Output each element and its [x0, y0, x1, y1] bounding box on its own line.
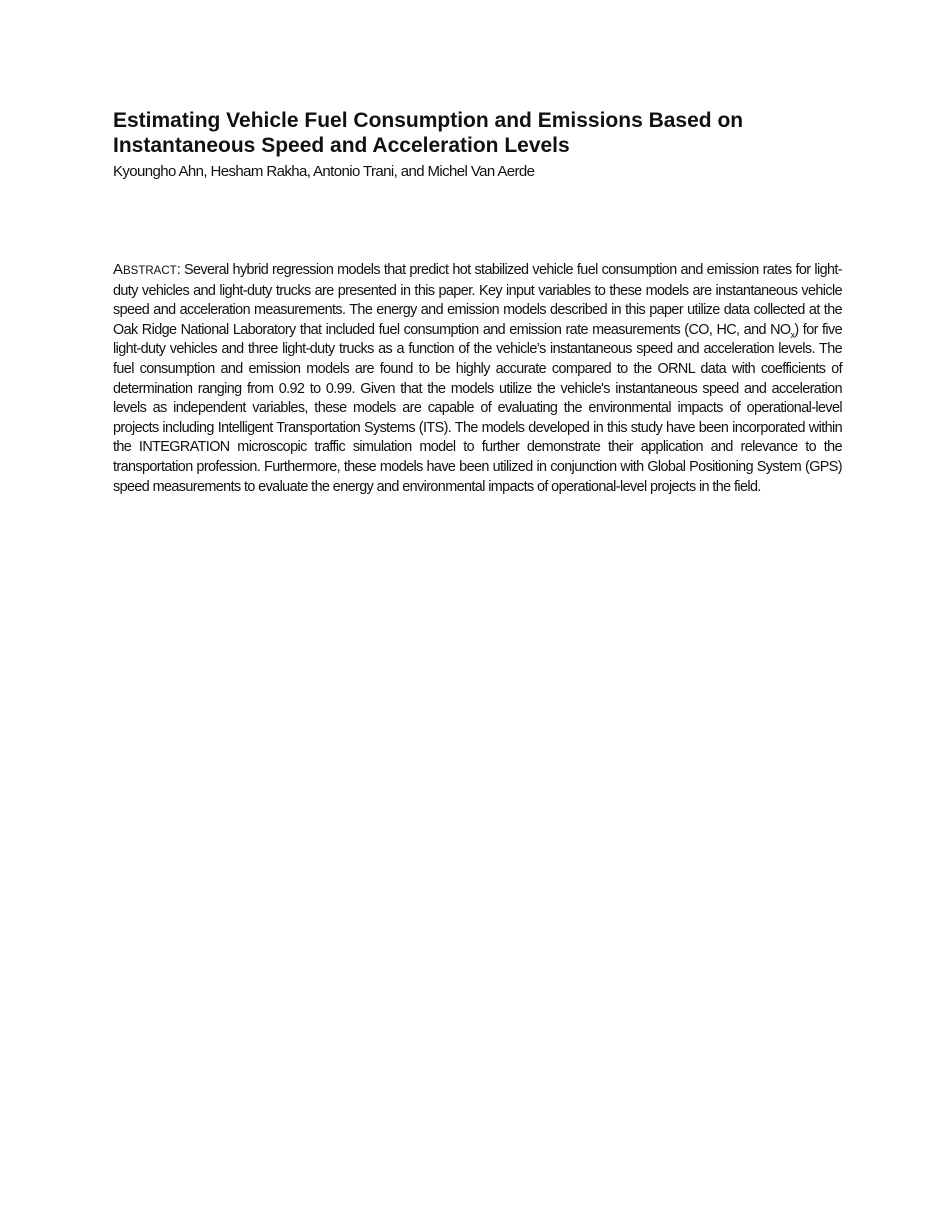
abstract-text-part1: Several hybrid regression models that predict hot stabilized vehicle fuel consumption and emission rates for light-duty vehicles and light-duty trucks are presented in this paper. Key input variables to these models are instantaneous vehicle speed and acceleration measurements. The energy and emission models described in this paper utilize data collected at the Oak Ridge National Laboratory that included fuel consumption and emission rate measurements (CO, HC, and NO — [113, 262, 842, 338]
abstract-label — [113, 262, 177, 278]
abstract-label-rest: BSTRACT — [123, 265, 177, 277]
nox-subscript: x — [790, 329, 795, 340]
abstract-label-colon: : — [176, 262, 181, 278]
abstract-paragraph — [113, 260, 842, 497]
abstract-label-initial: A — [113, 261, 124, 278]
author-list: Kyoungho Ahn, Hesham Rakha, Antonio Trani, and Michel Van Aerde — [113, 163, 535, 180]
paper-page — [113, 108, 842, 512]
paper-title: Estimating Vehicle Fuel Consumption and Emissions Based on Instantaneous Speed and Acceleration Levels — [113, 109, 744, 157]
abstract-text-part2: ) for five light-duty vehicles and three light-duty trucks as a function of the vehicle’s instantaneous speed and acceleration levels. The fuel consumption and emission models are found to be highly accurate compared to the ORNL data with coefficients of determination ranging from 0.92 to 0.99. Given that the models utilize the vehicle's instantaneous speed and acceleration levels as independent variables, these models are capable of evaluating the environmental impacts of operational-level projects including Intelligent Transportation Systems (ITS). The models developed in this study have been incorporated within the INTEGRATION microscopic traffic simulation model to further demonstrate their application and relevance to the transportation profession. Furthermore, these models have been utilized in conjunction with Global Positioning System (GPS) speed measurements to evaluate the energy and environmental impacts of operational-level projects in the field. — [113, 321, 842, 495]
